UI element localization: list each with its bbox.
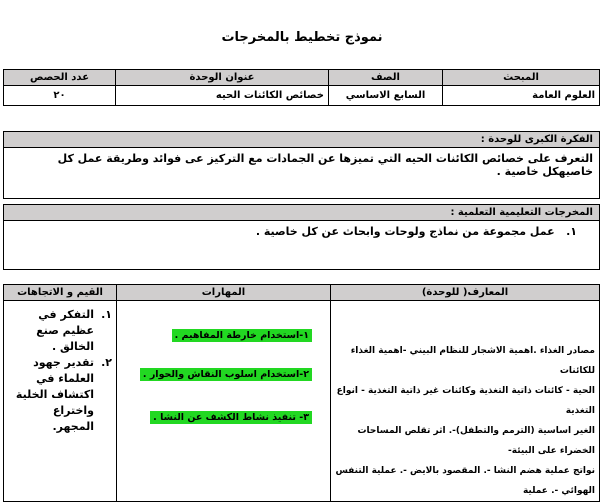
unit-info-table: [3, 69, 600, 106]
subject-header: المبحث: [443, 70, 600, 86]
knowledge-header: المعارف( للوحدة): [331, 285, 600, 301]
outcomes-section: [3, 204, 600, 270]
outcomes-label: المخرجات التعليمية التعلمية :: [4, 205, 599, 221]
value-number: ٢.: [101, 356, 112, 369]
values-header: القيم و الاتجاهات: [4, 285, 117, 301]
page-title: نموذج تخطيط بالمخرجات: [221, 30, 383, 45]
grade-value: السابع الاساسي: [329, 86, 443, 106]
skill-item: ١-استخدام خارطة المفاهيم .: [172, 329, 312, 342]
skills-cell: [117, 301, 331, 502]
values-cell: [4, 301, 117, 502]
outcome-number: ١.: [566, 225, 577, 238]
outcome-item: [4, 221, 599, 242]
value-text: تقدير جهود العلماء في اكتشاف الخلية واختراع المجهر.: [15, 356, 94, 433]
value-item: [8, 355, 112, 435]
knowledge-line: الحية - كائنات ذاتية التغذية وكائنات غير ذاتية التغذية - انواع التغذية: [336, 386, 595, 416]
knowledge-line: الغير اساسية (الترمم والتطفل)-. اثر تقلص المساحات الخضراء على البيئة-: [357, 426, 595, 456]
skill-item: ٣- تنفيذ نشاط الكشف عن النشا .: [150, 411, 312, 424]
big-idea-section: [3, 131, 600, 199]
classes-value: ٢٠: [4, 86, 116, 106]
value-text: التفكر في عظيم صنع الخالق .: [36, 308, 94, 353]
knowledge-cell: [331, 301, 600, 502]
main-planning-table: [3, 284, 600, 502]
unit-title-header: عنوان الوحدة: [116, 70, 329, 86]
classes-header: عدد الحصص: [4, 70, 116, 86]
big-idea-text: التعرف على خصائص الكائنات الحيه التي تميزها عن الجمادات مع التركيز عى فوائد وطريقة عمل كل خاصيهكل خاصية .: [57, 152, 593, 178]
value-number: ١.: [101, 308, 112, 321]
knowledge-line: نواتج عملية هضم النشا -. المقصود بالايض -. عملية التنفس الهوائي -. عملية: [335, 466, 595, 496]
skills-header: المهارات: [117, 285, 331, 301]
knowledge-line: مصادر الغذاء .اهمية الاشجار للنظام البيني -اهمية الغذاء للكائنات: [350, 346, 595, 376]
skill-item: ٢-استخدام اسلوب النقاش والحوار .: [140, 368, 312, 381]
value-item: [8, 307, 112, 355]
big-idea-label: الفكرة الكبرى للوحدة :: [4, 132, 599, 148]
grade-header: الصف: [329, 70, 443, 86]
subject-value: العلوم العامة: [443, 86, 600, 106]
unit-title-value: خصائص الكائنات الحيه: [116, 86, 329, 106]
outcome-text: عمل مجموعة من نماذج ولوحات وابحاث عن كل خاصية .: [255, 225, 555, 238]
